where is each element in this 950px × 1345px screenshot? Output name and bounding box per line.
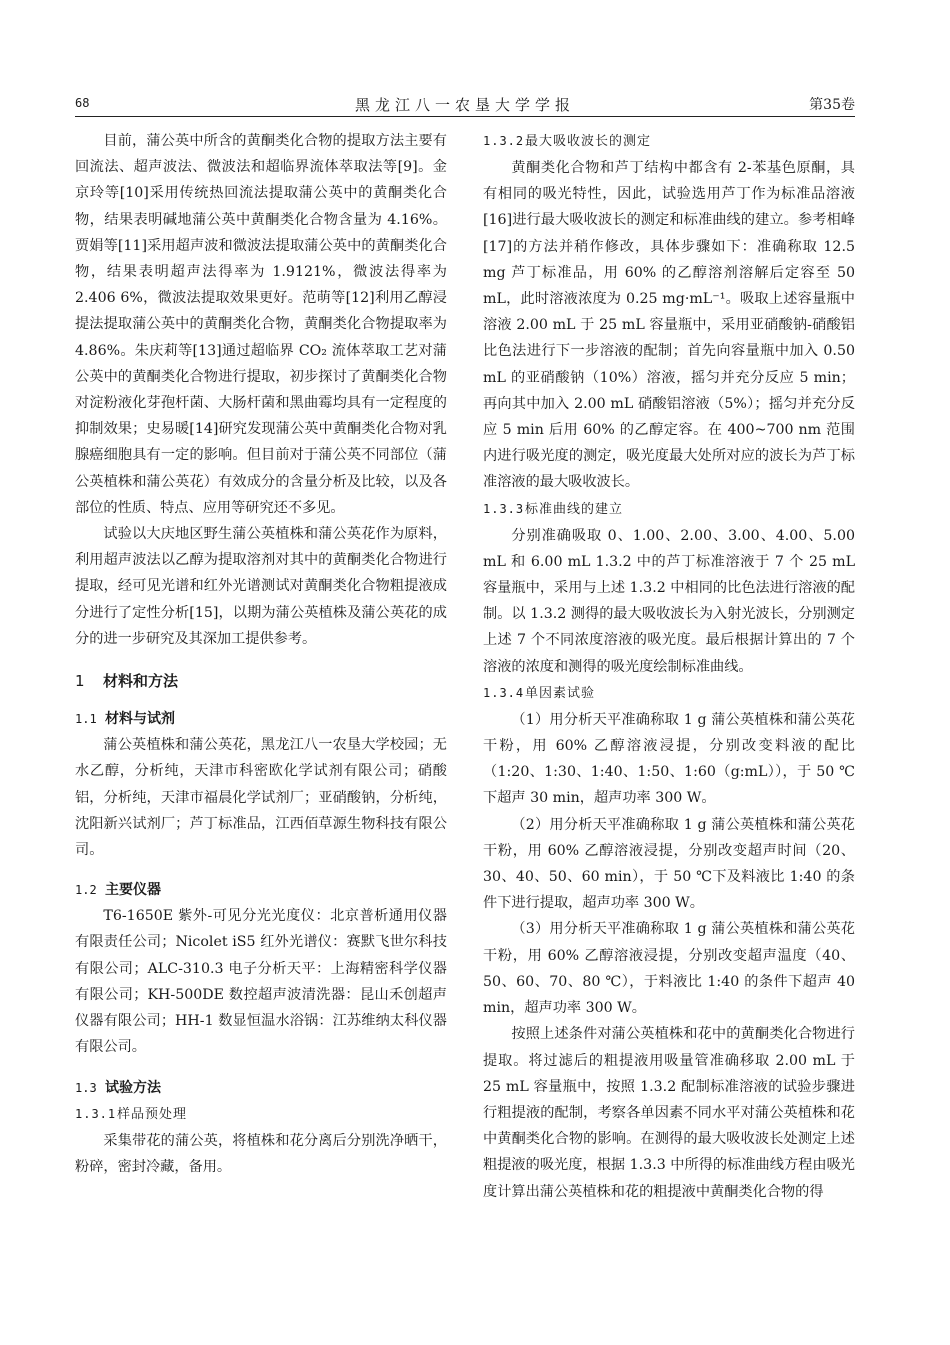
section-title: 样品预处理 — [117, 1106, 188, 1122]
section-title: 材料与试剂 — [105, 711, 175, 728]
single-factor-paragraph-4: 按照上述条件对蒲公英植株和花中的黄酮类化合物进行提取。将过滤后的粗提液用吸量管准确移取 2.00 mL 于 25 mL 容量瓶中，按照 1.3.2 配制标准溶液的试验步骤进行粗提液的配制，考察各单因素不同水平对蒲公英植株和花中黄酮类化合物的影响。在测得的最大吸收波长处测定上述粗提液的吸光度，根据 1.3.3 中所得的标准曲线方程由吸光度计算出蒲公英植株和花的粗提液中黄酮类化合物的得 — [483, 1026, 855, 1200]
section-title: 单因素试验 — [525, 685, 596, 701]
instruments-paragraph: T6-1650E 紫外-可见分光光度仪：北京普析通用仪器有限责任公司；Nicolet iS5 红外光谱仪：赛默飞世尔科技有限公司；ALC-310.3 电子分析天平：上海精密科学仪器有限公司；KH-500DE 数控超声波清洗器：昆山禾创超声仪器有限公司；HH-1 数显恒温水浴锅：江苏维纳太科仪器有限公司。 — [75, 908, 447, 1056]
materials-paragraph: 蒲公英植株和蒲公英花，黑龙江八一农垦大学校园；无水乙醇，分析纯，天津市科密欧化学试剂有限公司；硝酸铝，分析纯，天津市福晨化学试剂厂；亚硝酸钠，分析纯，沈阳新兴试剂厂；芦丁标准品，江西佰草源生物科技有限公司。 — [75, 737, 447, 859]
section-number: 1.3.2 — [483, 134, 525, 148]
section-1-1-heading — [75, 706, 447, 732]
section-1-2-heading — [75, 877, 447, 903]
standard-curve-paragraph: 分别准确吸取 0、1.00、2.00、3.00、4.00、5.00 mL 和 6.00 mL 1.3.2 中的芦丁标准溶液于 7 个 25 mL 容量瓶中，采用与上述 1.3.2 中相同的比色法进行溶液的配制。以 1.3.2 测得的最大吸收波长为入射光波长，分别测定上述 7 个不同浓度溶液的吸光度。最后根据计算出的 7 个溶液的浓度和测得的吸光度绘制标准曲线。 — [483, 527, 855, 675]
section-1-3-heading — [75, 1075, 447, 1101]
section-1-3-1-heading — [75, 1101, 447, 1128]
section-number: 1.3 — [75, 1080, 97, 1095]
section-number: 1.3.3 — [483, 501, 525, 516]
section-title: 标准曲线的建立 — [525, 501, 624, 517]
journal-title: 黑龙江八一农垦大学学报 — [354, 96, 575, 114]
section-1-3-4-heading — [483, 680, 855, 707]
section-gap — [75, 1061, 447, 1075]
right-column — [483, 128, 855, 1205]
pretreatment-paragraph: 采集带花的蒲公英，将植株和花分离后分别洗净晒干，粉碎，密封冷藏，备用。 — [75, 1132, 447, 1175]
single-factor-paragraph-2: （2）用分析天平准确称取 1 g 蒲公英植株和蒲公英花干粉，用 60% 乙醇溶液浸提，分别改变超声时间（20、30、40、50、60 min），于 50 ℃下及料液比 1:40 的条件下进行提取，超声功率 300 W。 — [483, 816, 855, 912]
section-gap — [75, 863, 447, 877]
volume-label: 第35卷 — [809, 97, 855, 113]
single-factor-paragraph-1: （1）用分析天平准确称取 1 g 蒲公英植株和蒲公英花干粉，用 60% 乙醇溶液浸提，分别改变料液的配比（1:20、1:30、1:40、1:50、1:60（g:mL）），于 50 ℃下超声 30 min，超声功率 300 W。 — [483, 711, 855, 807]
intro-paragraph-1: 目前，蒲公英中所含的黄酮类化合物的提取方法主要有回流法、超声波法、微波法和超临界流体萃取法等[9]。金京玲等[10]采用传统热回流法提取蒲公英中的黄酮类化合物，结果表明碱地蒲公英中黄酮类化合物含量为 4.16%。贾娟等[11]采用超声波和微波法提取蒲公英中的黄酮类化合物，结果表明超声法得率为 1.9121%，微波法得率为 2.406 6%，微波法提取效果更好。范萌等[12]利用乙醇浸提法提取蒲公英中的黄酮类化合物，黄酮类化合物提取率为 4.86%。朱庆莉等[13]通过超临界 CO₂ 流体萃取工艺对蒲公英中的黄酮类化合物进行提取，初步探讨了黄酮类化合物对淀粉液化芽孢杆菌、大肠杆菌和黑曲霉均具有一定程度的抑制效果；史易暖[14]研究发现蒲公英中黄酮类化合物对乳腺癌细胞具有一定的影响。但目前对于蒲公英不同部位（蒲公英植株和蒲公英花）有效成分的含量分析及比较，以及各部位的性质、特点、应用等研究还不多见。 — [75, 133, 447, 516]
single-factor-paragraph-3: （3）用分析天平准确称取 1 g 蒲公英植株和蒲公英花干粉，用 60% 乙醇溶液浸提，分别改变超声温度（40、50、60、70、80 ℃），于料液比 1:40 的条件下超声 40 min，超声功率 300 W。 — [483, 921, 855, 1017]
section-title: 主要仪器 — [105, 882, 161, 899]
section-title: 最大吸收波长的测定 — [525, 134, 652, 149]
section-number: 1 — [75, 672, 85, 691]
page-number: 68 — [75, 96, 90, 110]
section-number: 1.3.1 — [75, 1106, 117, 1121]
section-number: 1.2 — [75, 883, 97, 898]
running-header — [75, 92, 855, 117]
section-title: 试验方法 — [105, 1079, 161, 1096]
section-1-heading — [75, 668, 447, 694]
section-1-3-3-heading — [483, 496, 855, 523]
section-number: 1.3.4 — [483, 685, 525, 700]
wavelength-paragraph: 黄酮类化合物和芦丁结构中都含有 2-苯基色原酮，具有相同的吸光特性，因此，试验选用芦丁作为标准品溶液[16]进行最大吸收波长的测定和标准曲线的建立。参考相峰[17]的方法并稍作修改，具体步骤如下：准确称取 12.5 mg 芦丁标准品，用 60% 的乙醇溶剂溶解后定容至 50 mL，此时溶液浓度为 0.25 mg·mL⁻¹。吸取上述容量瓶中溶液 2.00 mL 于 25 mL 容量瓶中，采用亚硝酸钠-硝酸铝比色法进行下一步溶液的配制；首先向容量瓶中加入 0.50 mL 的亚硝酸钠（10%）溶液，摇匀并充分反应 5 min；再向其中加入 2.00 mL 硝酸铝溶液（5%）；摇匀并充分反应 5 min 后用 60% 的乙醇定容。在 400~700 nm 范围内进行吸光度的测定，吸光度最大处所对应的波长为芦丁标准溶液的最大吸收波长。 — [483, 160, 855, 491]
intro-paragraph-2: 试验以大庆地区野生蒲公英植株和蒲公英花作为原料，利用超声波法以乙醇为提取溶剂对其中的黄酮类化合物进行提取，经可见光谱和红外光谱测试对黄酮类化合物粗提液成分进行了定性分析[15]，以期为蒲公英植株及蒲公英花的成分的进一步研究及其深加工提供参考。 — [75, 526, 447, 647]
section-number: 1.1 — [75, 712, 97, 727]
section-title: 材料和方法 — [103, 672, 179, 691]
section-1-3-2-heading — [483, 128, 855, 155]
left-column — [75, 128, 447, 1180]
